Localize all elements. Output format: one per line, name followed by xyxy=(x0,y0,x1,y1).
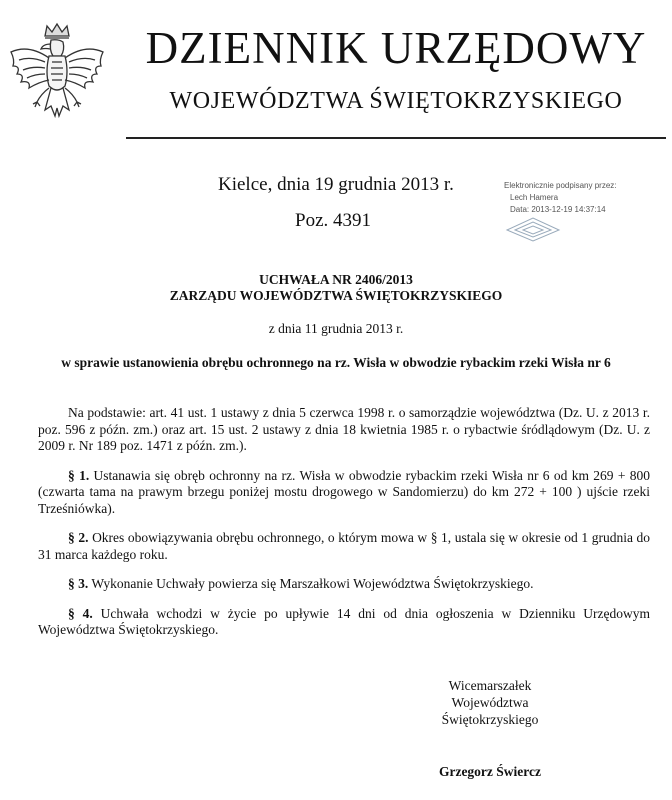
role-line-3: Świętokrzyskiego xyxy=(441,712,539,727)
paragraph-3 xyxy=(38,576,650,593)
journal-title: DZIENNIK URZĘDOWY xyxy=(145,23,647,73)
position-number: Poz. 4391 xyxy=(295,210,371,231)
esignature-signer: Lech Hamera xyxy=(510,193,559,202)
esignature-datetime: Data: 2013-12-19 14:37:14 xyxy=(510,205,606,214)
paragraph-text: Wykonanie Uchwały powierza się Marszałkowi Województwa Świętokrzyskiego. xyxy=(91,576,534,591)
resolution-issuer: ZARZĄDU WOJEWÓDZTWA ŚWIĘTOKRZYSKIEGO xyxy=(169,288,503,303)
paragraph-1 xyxy=(38,468,650,518)
paragraph-4 xyxy=(38,606,650,639)
paragraph-text: Uchwała wchodzi w życie po upływie 14 dni od dnia ogłoszenia w Dzienniku Urzędowym Województwa Świętokrzyskiego. xyxy=(38,605,651,637)
legal-basis: Na podstawie: art. 41 ust. 1 ustawy z dnia 5 czerwca 1998 r. o samorządzie województwa (Dz. U. z 2013 r. poz. 596 z późn. zm.) oraz art. 15 ust. 2 ustawy z dnia 18 kwietnia 1985 r. o rybactwie śródlądowym (Dz. U. z 2009 r. Nr 189 poz. 1471 z późn. zm.). xyxy=(38,405,650,453)
resolution-date: z dnia 11 grudnia 2013 r. xyxy=(268,321,404,336)
paragraph-label: § 4. xyxy=(68,605,93,621)
signatory-name: Grzegorz Świercz xyxy=(438,764,542,779)
resolution-number: UCHWAŁA NR 2406/2013 xyxy=(259,272,413,287)
journal-subtitle: WOJEWÓDZTWA ŚWIĘTOKRZYSKIEGO xyxy=(169,88,623,114)
resolution-subject: w sprawie ustanowienia obrębu ochronnego na rz. Wisła w obwodzie rybackim rzeki Wisła nr 6 xyxy=(61,355,611,370)
signature-stamp-icon xyxy=(505,216,561,242)
header-divider xyxy=(126,137,666,139)
resolution-body xyxy=(38,405,650,652)
electronic-signature-block xyxy=(504,180,617,216)
signatory-role xyxy=(420,677,560,728)
role-line-2: Województwa xyxy=(451,695,529,710)
paragraph-2 xyxy=(38,530,650,563)
publication-date: Kielce, dnia 19 grudnia 2013 r. xyxy=(218,174,454,195)
paragraph-label: § 2. xyxy=(68,530,89,545)
role-line-1: Wicemarszałek xyxy=(448,678,532,693)
polish-eagle-emblem xyxy=(5,22,109,130)
resolution-heading xyxy=(0,272,672,304)
paragraph-text: Okres obowiązywania obrębu ochronnego, o którym mowa w § 1, ustala się w okresie od 1 grudnia do 31 marca każdego roku. xyxy=(38,530,651,562)
paragraph-label: § 3. xyxy=(68,576,89,591)
paragraph-text: Ustanawia się obręb ochronny na rz. Wisła w obwodzie rybackim rzeki Wisła nr 6 od km 269 + 800 (czwarta tama na prawym brzegu poniżej mostu drogowego w Sandomierzu) do km 272 + 100 ) ujście rzeki Trześniówka). xyxy=(38,467,651,516)
paragraph-label: § 1. xyxy=(68,467,90,483)
esignature-label: Elektronicznie podpisany przez: xyxy=(504,181,617,190)
